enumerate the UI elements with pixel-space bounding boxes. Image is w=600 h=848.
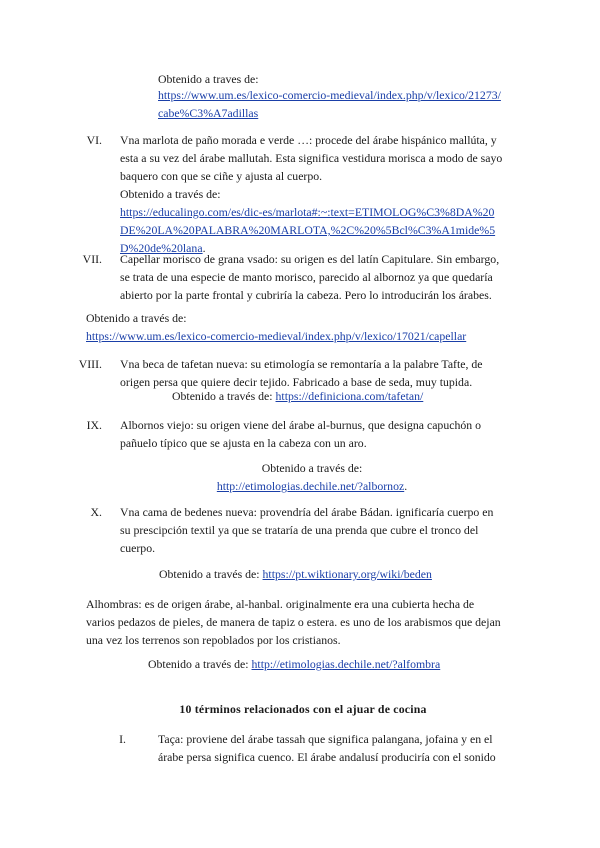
list-numeral: VIII. [78, 357, 102, 371]
item-text-line: su prescipción textil ya que se trataría de una prenda que cubre el tronco del [120, 523, 479, 537]
item-text-line: Capellar morisco de grana vsado: su origen es del latín Capitulare. Sin embargo, [120, 252, 500, 266]
paragraph-line: varios pedazos de pieles, de manera de tapiz o estera. es uno de los arabismos que dejan [86, 615, 501, 629]
item-text-line: árabe persa significa cuenco. El árabe andalusí produciría con el sonido [158, 750, 496, 764]
source-link-line[interactable]: https://www.um.es/lexico-comercio-medieval/index.php/v/lexico/21273/ [158, 88, 501, 102]
source-label: Obtenido a través de: [86, 311, 187, 325]
source-label: Obtenido a través de: [159, 567, 263, 581]
item-text-line: se trata de una especie de manto morisco, parecido al albornoz ya que quedaría [120, 270, 493, 284]
section-heading: 10 términos relacionados con el ajuar de cocina [179, 702, 427, 716]
source-link[interactable]: https://pt.wiktionary.org/wiki/beden [262, 567, 432, 581]
source-link[interactable]: https://www.um.es/lexico-comercio-medieval/index.php/v/lexico/17021/capellar [86, 329, 467, 343]
paragraph-line: Alhombras: es de origen árabe, al-hanbal. originalmente era una cubierta hecha de [86, 597, 475, 611]
punctuation: . [202, 241, 206, 255]
punctuation: . [404, 479, 408, 493]
alhombras-paragraph [86, 595, 501, 649]
source-link-line[interactable]: https://educalingo.com/es/dic-es/marlota#:~:text=ETIMOLOG%C3%8DA%20 [120, 205, 495, 219]
list-numeral: VII. [82, 252, 102, 266]
list-numeral: X. [90, 505, 102, 519]
item-text-line: Vna marlota de paño morada e verde …: procede del árabe hispánico mallúta, y [120, 133, 497, 147]
source-link-line[interactable]: DE%20LA%20PALABRA%20MARLOTA,%2C%20%5Bcl%C3%A1mide%5 [120, 223, 496, 237]
item-text-line: baquero con que se ciñe y ajusta al cuerpo. [120, 169, 323, 183]
item-text-line: abierto por la parte frontal y cubriría la cabeza. Pero lo introducirán los árabes. [120, 288, 492, 302]
source-link[interactable]: http://etimologias.dechile.net/?alfombra [251, 657, 441, 671]
paragraph-line: una vez los terrenos son repoblados por los cristianos. [86, 633, 341, 647]
source-link-line[interactable]: cabe%C3%A7adillas [158, 106, 259, 120]
item-text-line: esta a su vez del árabe mallutah. Esta significa vestidura morisca a modo de sayo [120, 151, 503, 165]
source-link[interactable]: http://etimologias.dechile.net/?albornoz [216, 479, 405, 493]
source-label: Obtenido a través de: [261, 461, 363, 475]
source-label: Obtenido a través de: [148, 657, 252, 671]
list-numeral: VI. [86, 133, 102, 147]
source-label: Obtenido a través de: [120, 187, 221, 201]
source-link-1[interactable] [158, 86, 501, 122]
item-text-line: pañuelo típico que se ajusta en la cabeza con un aro. [120, 436, 367, 450]
source-link[interactable]: https://definiciona.com/tafetan/ [275, 389, 424, 403]
item-text-line: cuerpo. [120, 541, 156, 555]
item-text-line: Vna cama de bedenes nueva: provendría del árabe Bádan. ignificaría cuerpo en [120, 505, 494, 519]
source-block-alhombras [148, 655, 440, 673]
source-link-line[interactable]: D%20de%20lana [120, 241, 203, 255]
item-text-line: origen persa que quiere decir tejido. Fabricado a base de seda, muy tupida. [120, 375, 473, 389]
item-text-line: Taça: proviene del árabe tassah que significa palangana, jofaina y en el [158, 732, 493, 746]
source-block-vii [86, 309, 466, 345]
list-numeral: I. [119, 732, 126, 746]
item-text-line: Vna beca de tafetan nueva: su etimología se remontaría a la palabre Tafte, de [120, 357, 483, 371]
list-numeral: IX. [86, 418, 102, 432]
source-label: Obtenido a través de: [172, 389, 276, 403]
item-text-line: Albornos viejo: su origen viene del árabe al-burnus, que designa capuchón o [120, 418, 482, 432]
source-label: Obtenido a traves de: [158, 72, 259, 86]
